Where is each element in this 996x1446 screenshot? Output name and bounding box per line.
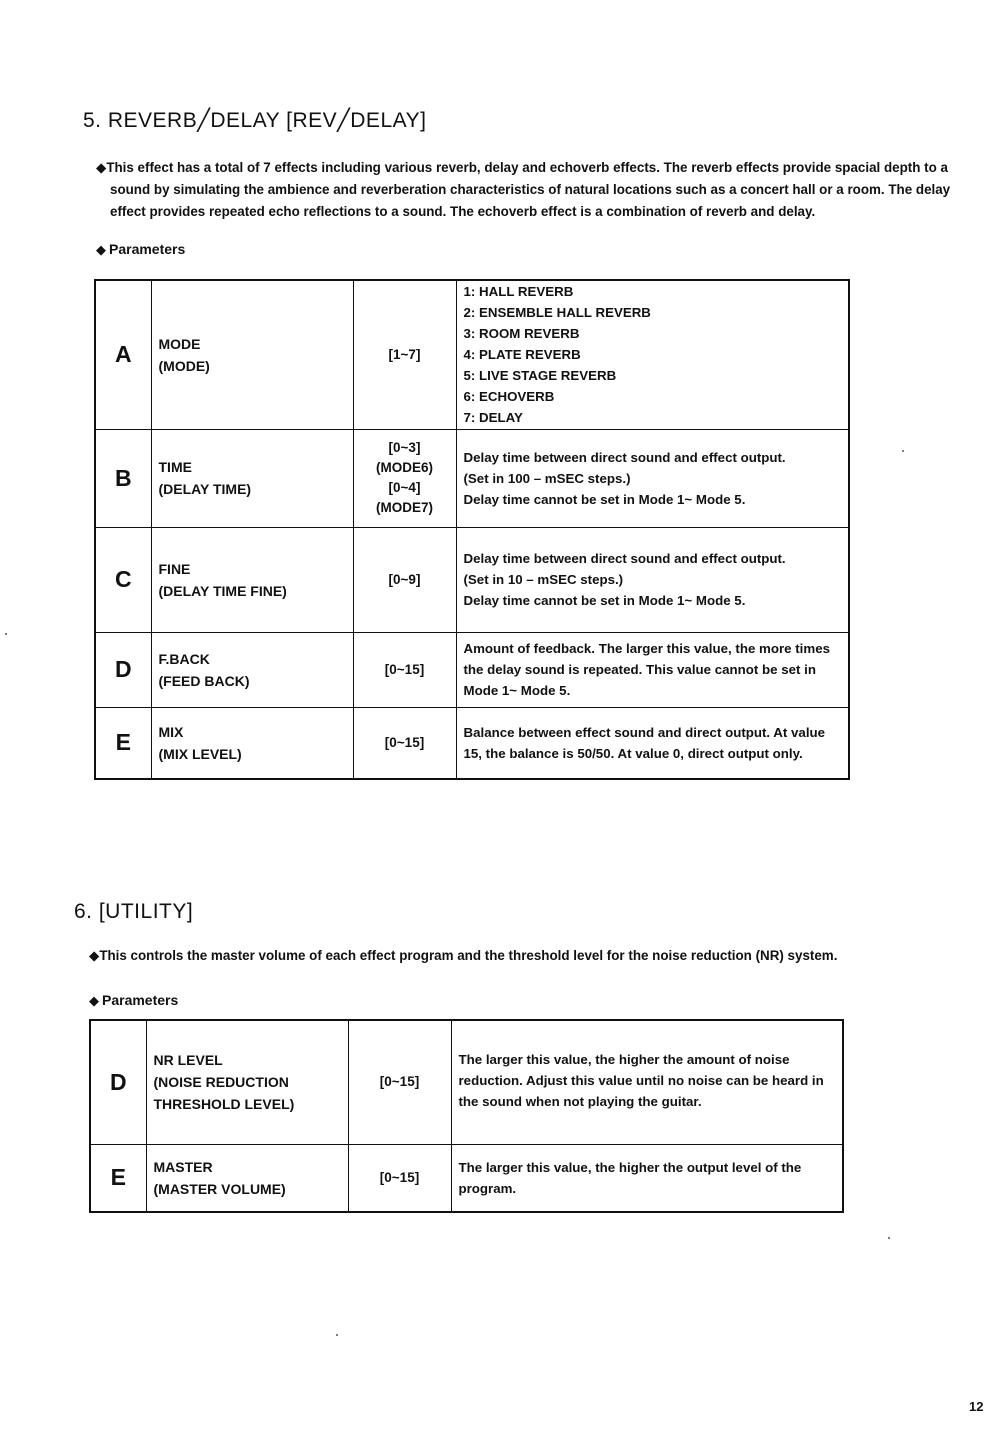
scan-speck	[5, 633, 7, 635]
table-row	[95, 429, 849, 527]
page-number: 12	[969, 1399, 984, 1414]
table-row	[95, 527, 849, 632]
section-5-parameters-label: ◆ Parameters	[96, 241, 186, 257]
param-letter: E	[95, 707, 151, 779]
table-row	[95, 632, 849, 707]
param-range: [0~9]	[353, 527, 456, 632]
table-row	[95, 280, 849, 429]
bullet-icon: ◆	[89, 948, 100, 963]
param-name: MASTER (MASTER VOLUME)	[146, 1144, 348, 1212]
scan-speck	[902, 450, 904, 452]
reverb-delay-parameter-table	[94, 279, 850, 780]
param-range: [0~15]	[353, 707, 456, 779]
param-description: 1: HALL REVERB 2: ENSEMBLE HALL REVERB 3: ROOM REVERB 4: PLATE REVERB 5: LIVE STAGE REVERB 6: ECHOVERB 7: DELAY	[456, 280, 849, 429]
intro-line: sound by simulating the ambience and reverberation characteristics of natural locations such as a concert hall or a room. The delay	[110, 182, 951, 197]
param-name: TIME (DELAY TIME)	[151, 429, 353, 527]
param-letter: D	[95, 632, 151, 707]
intro-line: effect provides repeated echo reflections to a sound. The echoverb effect is a combination of reverb and delay.	[110, 204, 816, 219]
utility-parameter-table	[89, 1019, 844, 1213]
param-description: Delay time between direct sound and effect output. (Set in 10 – mSEC steps.) Delay time cannot be set in Mode 1~ Mode 5.	[456, 527, 849, 632]
bullet-icon: ◆	[89, 993, 99, 1008]
bullet-icon: ◆	[96, 160, 107, 175]
section-5-heading: 5. REVERB╱DELAY [REV╱DELAY]	[83, 109, 427, 132]
section-6-heading: 6. [UTILITY]	[74, 900, 194, 923]
param-letter: A	[95, 280, 151, 429]
param-name: F.BACK (FEED BACK)	[151, 632, 353, 707]
table-row	[90, 1020, 843, 1144]
table-row	[90, 1144, 843, 1212]
param-letter: D	[90, 1020, 146, 1144]
param-letter: E	[90, 1144, 146, 1212]
param-description: Balance between effect sound and direct output. At value 15, the balance is 50/50. At value 0, direct output only.	[456, 707, 849, 779]
scan-speck	[336, 1334, 338, 1336]
scan-speck	[888, 1237, 890, 1239]
param-letter: B	[95, 429, 151, 527]
param-range: [0~15]	[353, 632, 456, 707]
param-name: FINE (DELAY TIME FINE)	[151, 527, 353, 632]
param-name: MODE (MODE)	[151, 280, 353, 429]
param-description: The larger this value, the higher the amount of noise reduction. Adjust this value until no noise can be heard in the sound when not playing the guitar.	[451, 1020, 843, 1144]
param-range: [0~3] (MODE6) [0~4] (MODE7)	[353, 429, 456, 527]
param-description: The larger this value, the higher the output level of the program.	[451, 1144, 843, 1212]
param-name: MIX (MIX LEVEL)	[151, 707, 353, 779]
param-range: [0~15]	[348, 1020, 451, 1144]
param-range: [1~7]	[353, 280, 456, 429]
intro-line: This effect has a total of 7 effects including various reverb, delay and echoverb effects. The reverb effects provide spacial depth to a	[106, 160, 948, 175]
section-5-intro	[96, 157, 966, 223]
table-row	[95, 707, 849, 779]
param-description: Delay time between direct sound and effect output. (Set in 100 – mSEC steps.) Delay time cannot be set in Mode 1~ Mode 5.	[456, 429, 849, 527]
param-name: NR LEVEL (NOISE REDUCTION THRESHOLD LEVEL)	[146, 1020, 348, 1144]
param-description: Amount of feedback. The larger this value, the more times the delay sound is repeated. This value cannot be set in Mode 1~ Mode 5.	[456, 632, 849, 707]
section-6-intro: ◆This controls the master volume of each effect program and the threshold level for the noise reduction (NR) system.	[89, 948, 838, 963]
param-range: [0~15]	[348, 1144, 451, 1212]
param-letter: C	[95, 527, 151, 632]
section-6-parameters-label: ◆ Parameters	[89, 992, 179, 1008]
bullet-icon: ◆	[96, 242, 106, 257]
